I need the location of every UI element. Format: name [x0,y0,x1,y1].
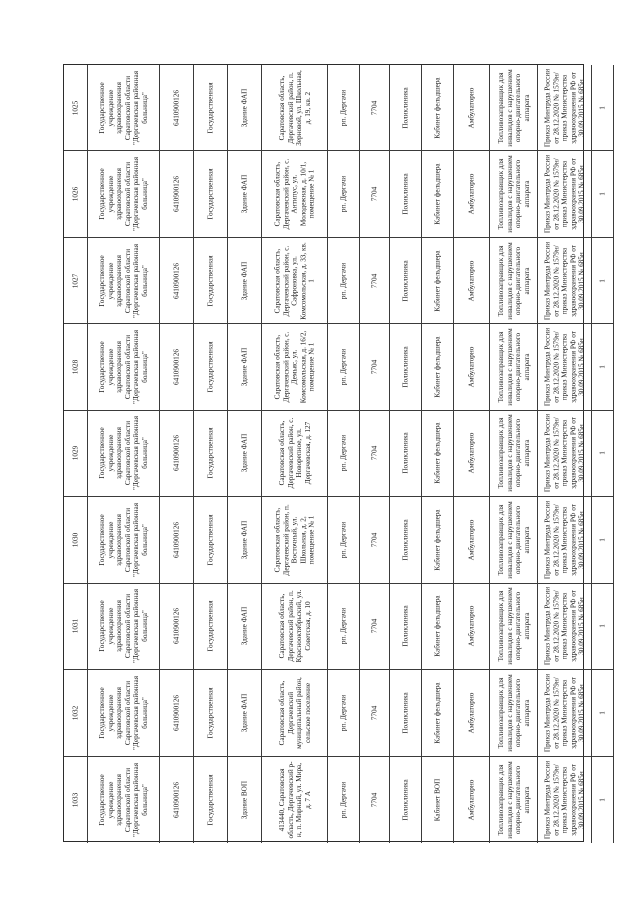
cell-text-code: 1026 [71,186,80,202]
cell-type [390,670,422,756]
cell-ownership [194,411,228,497]
cell-text-ownership: Государственная [206,687,215,739]
cell-oktmo [360,411,390,497]
cell-text-org: Государственное учреждение здравоохранения Саратовской области "Дергачевская районная больница" [97,330,149,405]
cell-settlement [328,584,360,670]
cell-type [390,151,422,237]
cell-text-room: Кабинет фельдшера [433,163,442,225]
cell-oktmo [360,584,390,670]
cell-order [538,151,592,237]
cell-flag [592,151,614,237]
cell-org [88,65,160,151]
cell-text-ownership: Государственная [206,600,215,652]
cell-text-code: 1028 [71,359,80,375]
cell-mobility [490,757,538,843]
cell-text-oktmo: 7704 [370,446,379,461]
cell-flag [592,238,614,324]
cell-text-building: Здание ВОП [240,780,249,819]
cell-mobility [490,497,538,583]
cell-type [390,411,422,497]
cell-text-room: Кабинет ВОП [433,778,442,822]
cell-text-code: 1029 [71,446,80,461]
cell-text-type: Поликлиника [401,346,410,388]
cell-text-settlement: рп. Дергачи [339,262,348,299]
cell-address [262,411,328,497]
cell-text-oktmo: 7704 [370,619,379,634]
cell-text-flag: 1 [598,278,607,283]
cell-oktmo [360,757,390,843]
cell-text-settlement: рп. Дергачи [339,694,348,731]
cell-care [454,670,490,756]
cell-address [262,151,328,237]
cell-org [88,670,160,756]
cell-oktmo [360,497,390,583]
cell-text-oktmo: 7704 [370,532,379,548]
cell-text-order: Приказ Минтруда России от 28.12.2020 № 1579н/приказ Министерства здравоохранения РФ от 30.09.2015 № 685н [543,68,586,147]
cell-text-org: Государственное учреждение здравоохранения Саратовской области "Дергачевская районная больница" [97,416,149,491]
cell-order [538,324,592,410]
cell-settlement [328,151,360,237]
cell-text-inn: 6410900126 [172,349,181,386]
cell-building [228,497,262,583]
cell-text-care: Амбулаторно [467,779,476,821]
cell-mobility [490,584,538,670]
cell-settlement [328,497,360,583]
cell-mobility [490,670,538,756]
cell-care [454,757,490,843]
cell-ownership [194,151,228,237]
cell-flag [592,411,614,497]
cell-text-code: 1031 [71,619,80,634]
cell-text-code: 1033 [71,792,80,807]
cell-text-mobility: Топливозаправщик для инвалидов с нарушением опорно-двигательного аппарата [496,587,531,666]
cell-text-mobility: Топливозаправщик для инвалидов с нарушением опорно-двигательного аппарата [496,69,531,147]
cell-text-care: Амбулаторно [467,87,476,129]
cell-code [64,151,88,237]
cell-flag [592,584,614,670]
cell-text-building: Здание ФАП [240,520,249,560]
cell-text-settlement: рп. Дергачи [339,89,348,126]
cell-text-oktmo: 7704 [370,792,379,807]
cell-text-room: Кабинет фельдшера [433,422,442,485]
cell-text-inn: 6410900126 [172,89,181,126]
cell-text-settlement: рп. Дергачи [339,781,348,818]
cell-room [422,151,454,237]
cell-text-inn: 6410900126 [172,608,181,645]
cell-ownership [194,497,228,583]
cell-text-building: Здание ФАП [240,607,249,646]
cell-order [538,584,592,670]
cell-flag [592,757,614,843]
cell-room [422,670,454,756]
cell-address [262,497,328,583]
cell-code [64,411,88,497]
cell-building [228,65,262,151]
cell-text-inn: 6410900126 [172,781,181,818]
cell-text-care: Амбулаторно [467,519,476,561]
cell-inn [160,670,194,756]
cell-building [228,151,262,237]
cell-text-address: Саратовская область, Дергачевский район, с. Новорепное, ул. Дергачевская, д. 127 [277,418,312,489]
cell-text-care: Амбулаторно [467,433,476,474]
cell-text-room: Кабинет фельдшера [433,336,442,398]
cell-inn [160,151,194,237]
cell-org [88,757,160,843]
cell-text-building: Здание ФАП [240,347,249,387]
cell-mobility [490,65,538,151]
cell-care [454,411,490,497]
cell-text-ownership: Государственная [206,82,215,134]
cell-inn [160,324,194,410]
cell-text-room: Кабинет фельдшера [433,595,442,657]
cell-code [64,324,88,410]
cell-oktmo [360,324,390,410]
cell-settlement [328,65,360,151]
cell-flag [592,324,614,410]
cell-text-address: Саратовская область, Дергачевский район, с. Антипус, ул. Молодежная, д. 10/1, помещение № 1 [273,158,316,230]
cell-text-settlement: рп. Дергачи [339,176,348,213]
cell-mobility [490,324,538,410]
cell-text-org: Государственное учреждение здравоохранения Саратовской области "Дергачевская районная больница" [97,70,149,145]
cell-text-building: Здание ФАП [240,174,249,214]
cell-room [422,497,454,583]
cell-text-ownership: Государственная [206,427,215,480]
cell-text-address: Саратовская область, Дергачевский район, п. Восточный, ул. Школьная, д. 2, помещение № 1 [273,504,316,576]
cell-building [228,670,262,756]
cell-text-oktmo: 7704 [370,100,379,115]
cell-type [390,584,422,670]
cell-text-type: Поликлиника [401,173,410,215]
cell-text-care: Амбулаторно [467,173,476,215]
cell-text-flag: 1 [598,105,607,110]
cell-text-ownership: Государственная [206,341,215,393]
cell-text-inn: 6410900126 [172,435,181,472]
cell-building [228,411,262,497]
cell-text-type: Поликлиника [401,432,410,475]
cell-room [422,757,454,843]
cell-oktmo [360,65,390,151]
cell-text-settlement: рп. Дергачи [339,608,348,645]
cell-text-type: Поликлиника [401,779,410,821]
cell-text-mobility: Топливозаправщик для инвалидов с нарушением опорно-двигательного аппарата [496,674,531,752]
cell-settlement [328,238,360,324]
cell-org [88,584,160,670]
cell-address [262,757,328,843]
cell-building [228,238,262,324]
cell-ownership [194,670,228,756]
cell-text-inn: 6410900126 [172,521,181,558]
cell-building [228,324,262,410]
cell-text-room: Кабинет фельдшера [433,249,442,312]
cell-text-inn: 6410900126 [172,176,181,213]
cell-text-care: Амбулаторно [467,260,476,301]
cell-text-code: 1025 [71,100,80,115]
cell-type [390,757,422,843]
cell-text-ownership: Государственная [206,774,215,826]
cell-text-inn: 6410900126 [172,262,181,299]
cell-inn [160,497,194,583]
cell-org [88,238,160,324]
cell-address [262,65,328,151]
cell-text-oktmo: 7704 [370,273,379,288]
cell-mobility [490,411,538,497]
cell-text-inn: 6410900126 [172,694,181,731]
cell-text-org: Государственное учреждение здравоохранения Саратовской области "Дергачевская районная больница" [97,157,149,232]
cell-org [88,497,160,583]
cell-order [538,497,592,583]
cell-text-code: 1032 [71,705,80,721]
cell-text-type: Поликлиника [401,519,410,561]
cell-text-room: Кабинет фельдшера [433,682,442,744]
cell-oktmo [360,238,390,324]
cell-text-oktmo: 7704 [370,705,379,721]
cell-care [454,324,490,410]
cell-ownership [194,238,228,324]
cell-type [390,324,422,410]
cell-care [454,151,490,237]
cell-flag [592,65,614,151]
cell-text-org: Государственное учреждение здравоохранения Саратовской области "Дергачевская районная больница" [97,243,149,318]
cell-text-mobility: Топливозаправщик для инвалидов с нарушением опорно-двигательного аппарата [496,155,531,233]
cell-ownership [194,324,228,410]
cell-text-flag: 1 [598,711,607,715]
cell-text-flag: 1 [598,192,607,196]
cell-inn [160,411,194,497]
cell-text-address: Саратовская область, Дергачевский район, п. Зерновой, ул. Школьная, д. 19, кв. 2 [277,69,312,146]
cell-text-care: Амбулаторно [467,346,476,388]
cell-text-care: Амбулаторно [467,692,476,734]
cell-order [538,411,592,497]
cell-inn [160,584,194,670]
cell-order [538,670,592,756]
cell-room [422,584,454,670]
cell-text-address: Саратовская область, Дергачевский район, с. Демьяс, ул. Комсомольская, д. 16/2, помещение № 1 [273,330,316,404]
cell-text-order: Приказ Минтруда России от 28.12.2020 № 1579н/приказ Министерства здравоохранения РФ от 30.09.2015 № 685н [543,760,586,839]
cell-type [390,497,422,583]
cell-text-flag: 1 [598,624,607,629]
cell-oktmo [360,151,390,237]
cell-settlement [328,411,360,497]
cell-address [262,324,328,410]
cell-text-order: Приказ Минтруда России от 28.12.2020 № 1579н/приказ Министерства здравоохранения РФ от 30.09.2015 № 685н [543,673,586,752]
cell-mobility [490,151,538,237]
cell-text-mobility: Топливозаправщик для инвалидов с нарушением опорно-двигательного аппарата [496,414,531,493]
cell-ownership [194,757,228,843]
cell-text-flag: 1 [598,451,607,456]
cell-inn [160,65,194,151]
cell-inn [160,757,194,843]
cell-text-ownership: Государственная [206,255,215,307]
cell-text-type: Поликлиника [401,259,410,302]
cell-text-order: Приказ Минтруда России от 28.12.2020 № 1579н/приказ Министерства здравоохранения РФ от 30.09.2015 № 685н [543,414,586,493]
cell-org [88,411,160,497]
cell-text-order: Приказ Минтруда России от 28.12.2020 № 1579н/приказ Министерства здравоохранения РФ от 30.09.2015 № 685н [543,155,586,234]
cell-care [454,584,490,670]
cell-care [454,497,490,583]
cell-care [454,238,490,324]
cell-code [64,757,88,843]
cell-text-mobility: Топливозаправщик для инвалидов с нарушением опорно-двигательного аппарата [496,241,531,320]
cell-text-mobility: Топливозаправщик для инвалидов с нарушением опорно-двигательного аппарата [496,761,531,839]
cell-code [64,497,88,583]
cell-building [228,757,262,843]
cell-address [262,670,328,756]
cell-address [262,584,328,670]
cell-code [64,584,88,670]
cell-inn [160,238,194,324]
cell-text-order: Приказ Минтруда России от 28.12.2020 № 1579н/приказ Министерства здравоохранения РФ от 30.09.2015 № 685н [543,587,586,666]
cell-settlement [328,670,360,756]
cell-text-order: Приказ Минтруда России от 28.12.2020 № 1579н/приказ Министерства здравоохранения РФ от 30.09.2015 № 685н [543,500,586,579]
cell-text-type: Поликлиника [401,692,410,734]
cell-oktmo [360,670,390,756]
cell-text-mobility: Топливозаправщик для инвалидов с нарушением опорно-двигательного аппарата [496,328,531,406]
cell-room [422,324,454,410]
cell-org [88,151,160,237]
cell-text-address: Саратовская область, Дергачевский район, п. Краснооктябрьский, ул. Советская, д. 10 [277,590,312,663]
cell-text-room: Кабинет фельдшера [433,509,442,571]
cell-code [64,238,88,324]
cell-code [64,65,88,151]
cell-room [422,411,454,497]
cell-text-code: 1027 [71,273,80,288]
cell-text-care: Амбулаторно [467,606,476,647]
cell-text-address: Саратовская область, Дергачевский район, с. Сафроновка, ул. Комсомольская, д. 33, кв. 1 [273,241,316,320]
cell-care [454,65,490,151]
cell-text-type: Поликлиника [401,87,410,129]
cell-text-order: Приказ Минтруда России от 28.12.2020 № 1579н/приказ Министерства здравоохранения РФ от 30.09.2015 № 685н [543,328,586,407]
cell-text-order: Приказ Минтруда России от 28.12.2020 № 1579н/приказ Министерства здравоохранения РФ от 30.09.2015 № 685н [543,241,586,320]
cell-address [262,238,328,324]
cell-text-settlement: рп. Дергачи [339,435,348,472]
cell-text-flag: 1 [598,365,607,369]
cell-order [538,238,592,324]
cell-text-room: Кабинет фельдшера [433,77,442,139]
cell-text-building: Здание ФАП [240,434,249,473]
cell-settlement [328,757,360,843]
cell-settlement [328,324,360,410]
cell-text-address: 413440, Саратовская область, Дергачевский р-н, п. Мирный, ул. Мира, д. 7 А [277,761,312,839]
cell-text-oktmo: 7704 [370,186,379,202]
cell-text-ownership: Государственная [206,168,215,220]
cell-order [538,757,592,843]
cell-text-org: Государственное учреждение здравоохранения Саратовской области "Дергачевская районная больница" [97,589,149,664]
cell-text-oktmo: 7704 [370,359,379,375]
cell-text-settlement: рп. Дергачи [339,348,348,386]
cell-flag [592,497,614,583]
cell-text-building: Здание ФАП [240,693,249,733]
cell-text-flag: 1 [598,538,607,542]
cell-text-settlement: рп. Дергачи [339,521,348,558]
cell-text-org: Государственное учреждение здравоохранения Саратовской области "Дергачевская районная больница" [97,675,149,750]
cell-text-mobility: Топливозаправщик для инвалидов с нарушением опорно-двигательного аппарата [496,501,531,579]
cell-ownership [194,65,228,151]
cell-text-org: Государственное учреждение здравоохранения Саратовской области "Дергачевская районная больница" [97,502,149,577]
cell-text-address: Саратовская область, Дергачевский муниципальный район, сельское поселение [277,676,312,749]
cell-order [538,65,592,151]
cell-text-type: Поликлиника [401,605,410,648]
cell-type [390,65,422,151]
cell-mobility [490,238,538,324]
cell-flag [592,670,614,756]
cell-type [390,238,422,324]
cell-ownership [194,584,228,670]
cell-building [228,584,262,670]
cell-text-ownership: Государственная [206,514,215,566]
cell-text-org: Государственное учреждение здравоохранения Саратовской области "Дергачевская районная больница" [97,762,149,837]
cell-code [64,670,88,756]
cell-text-code: 1030 [71,532,80,548]
cell-text-building: Здание ФАП [240,261,249,300]
cell-org [88,324,160,410]
cell-room [422,238,454,324]
rotated-register-table [63,64,607,842]
cell-text-building: Здание ФАП [240,88,249,127]
cell-text-flag: 1 [598,797,607,802]
cell-room [422,65,454,151]
